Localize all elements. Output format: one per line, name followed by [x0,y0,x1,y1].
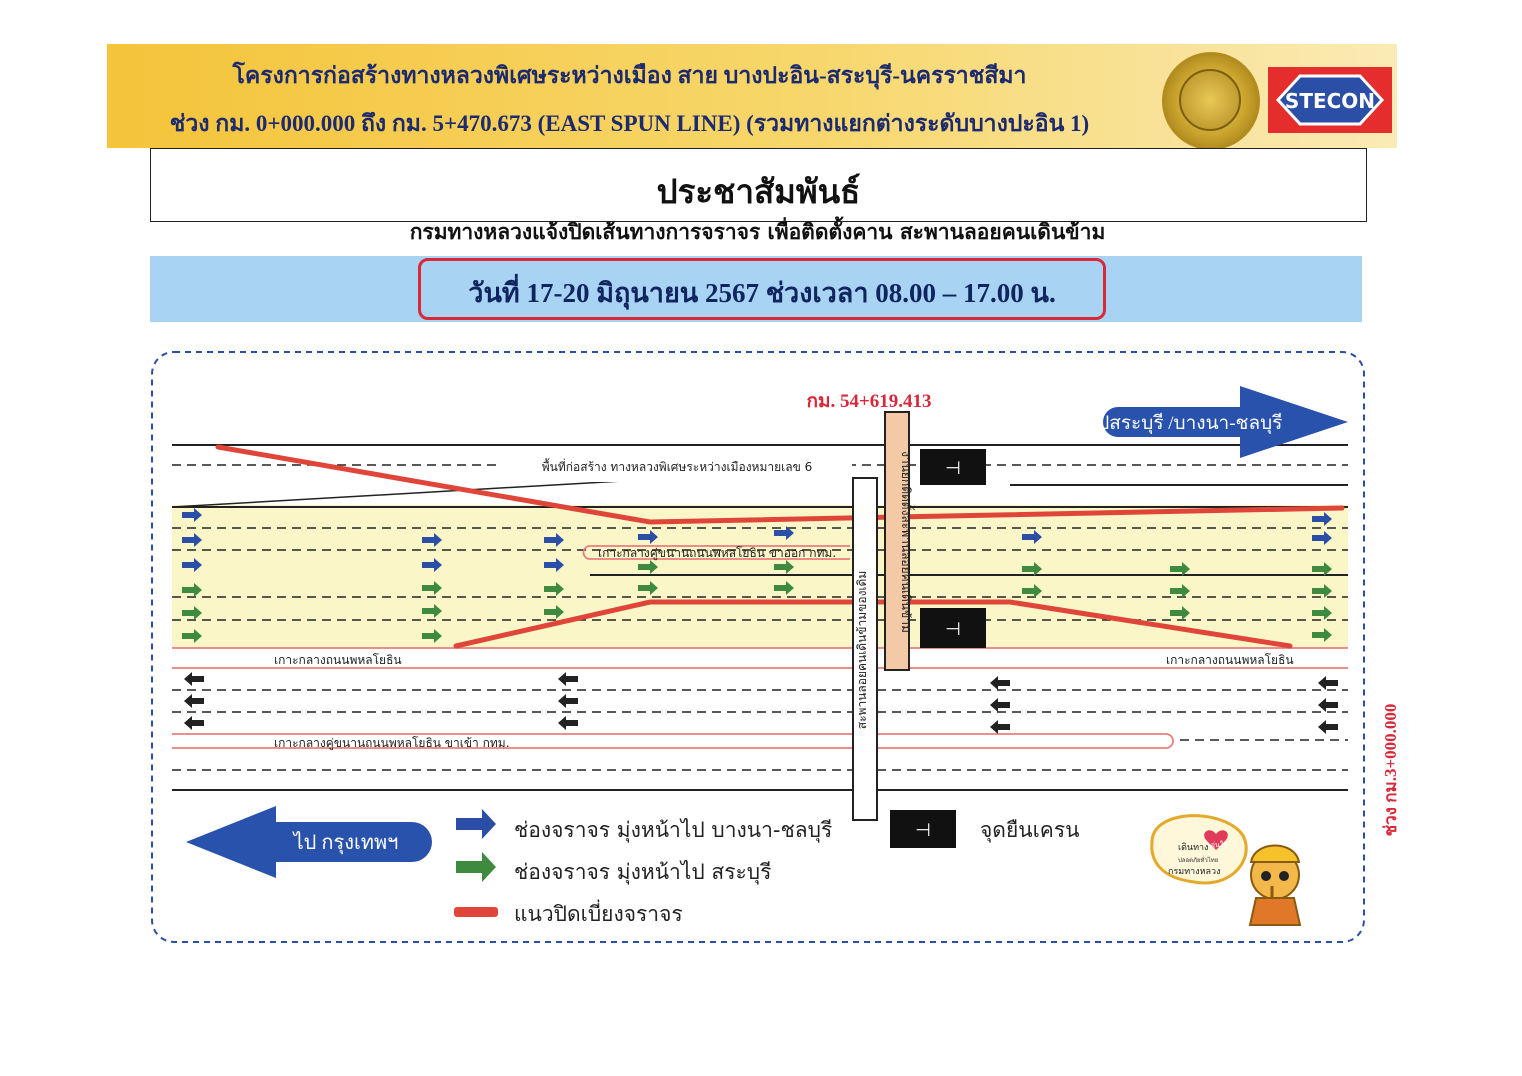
existing-bridge-label: สะพานลอยคนเดินข้ามของเดิม [855,570,869,730]
legend-green-text: ช่องจราจร มุ่งหน้าไป สระบุรี [514,860,772,884]
mascot-badge-line3: กรมทางหลวง [1168,867,1221,877]
crane-point-bottom [920,608,986,648]
work-label: งานยกติดตั้งสะพานลอยคนเดินข้าม [899,451,913,633]
to-bangkok-arrow [186,806,432,878]
to-bangkok-label: ไป กรุงเทพฯ [293,832,399,854]
main-median-left-label: เกาะกลางถนนพหลโยธิน [274,653,402,667]
legend-red-line-icon [454,907,498,917]
page-title: ประชาสัมพันธ์ [656,172,861,211]
main-median-right-label: เกาะกลางถนนพหลโยธิน [1166,653,1294,667]
legend-blue-text: ช่องจราจร มุ่งหน้าไป บางนา-ชลบุรี [514,818,833,842]
frontage-median-out-label: เกาะกลางคู่ขนานถนนพหลโยธิน ขาออก กทม. [598,546,837,560]
date-box [418,258,1106,320]
crane-point-top [920,449,986,485]
legend-crane-icon [890,810,956,848]
km-marker: กม. 54+619.413 [806,391,932,412]
project-title: โครงการก่อสร้างทางหลวงพิเศษระหว่างเมือง สาย บางปะอิน-สระบุรี-นครราชสีมา [232,63,1027,88]
mascot-badge-line2: ปลอดภัยทั่วไทย [1178,857,1219,864]
legend-crane-text: จุดยืนเครน [980,818,1080,842]
svg-text:⊣: ⊣ [945,458,961,479]
mascot-badge-heart: อุ่นใจ [1210,841,1228,849]
section-side-note: ช่วง กม.3+000.000 [1381,703,1400,837]
inbound-lane-arrows [184,672,1338,734]
title-box [150,148,1367,222]
legend-green-arrow-icon [456,852,496,882]
legend-red-text: แนวปิดเบี่ยงจราจร [514,902,683,926]
notice-subtitle: กรมทางหลวงแจ้งปิดเส้นทางการจราจร เพื่อติดตั้งคาน สะพานลอยคนเดินข้าม [409,220,1106,244]
mascot-icon [1152,816,1300,925]
date-notice: วันที่ 17-20 มิถุนายน 2567 ช่วงเวลา 08.00 – 17.00 น. [468,278,1056,308]
legend-blue-arrow-icon [456,809,496,839]
department-seal-icon [1162,52,1260,150]
svg-text:⊣: ⊣ [915,820,931,841]
svg-text:⊣: ⊣ [945,619,961,640]
stecon-logo [1268,67,1392,133]
to-saraburi-arrow [1086,386,1348,458]
stecon-logo-text: STECON [1284,89,1376,113]
construction-area-label: พื้นที่ก่อสร้าง ทางหลวงพิเศษระหว่างเมืองหมายเลข 6 [541,460,813,474]
project-section: ช่วง กม. 0+000.000 ถึง กม. 5+470.673 (EAST SPUN LINE) (รวมทางแยกต่างระดับบางปะอิน 1) [169,111,1090,136]
frontage-median-in-label: เกาะกลางคู่ขนานถนนพหลโยธิน ขาเข้า กทม. [274,736,510,750]
to-saraburi-label: ไปสระบุรี /บางนา-ชลบุรี [1087,413,1283,434]
mascot-badge-line1: เดินทาง [1178,843,1209,853]
